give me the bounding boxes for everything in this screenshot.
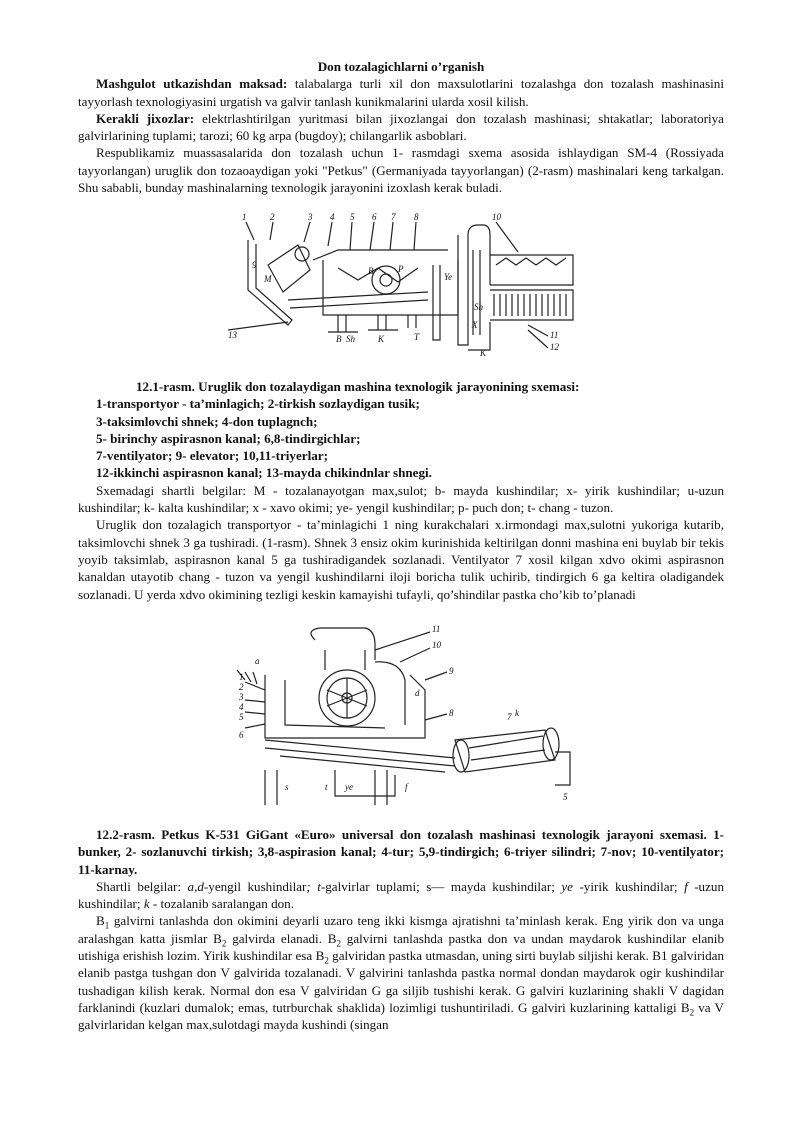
sieve-sub-2: 2 — [221, 938, 227, 949]
sieve-b: B — [96, 913, 105, 929]
fig2-label-5b: 5 — [563, 792, 568, 802]
fig1-label-7: 7 — [391, 212, 396, 222]
fig1-legend-line-4: 7-ventilyator; 9- elevator; 10,11-triyerlar; — [96, 448, 328, 464]
fig1-label-9: 9 — [252, 260, 257, 270]
fig2-label-11: 11 — [432, 624, 441, 634]
fig2-letter-k: k — [515, 708, 519, 718]
signs2-letter-k: k — [143, 896, 150, 912]
fig1-label-12: 12 — [550, 342, 559, 352]
tools-text: elektrlashtirilgan yuritmasi bilan jixozlangai don tozalash mashinasi; shtakatlar; laboratoriya galvirlarining tuplami; tarozi; 60 kg arpa (bugdoy); chilangarlik asboblari. — [78, 110, 724, 144]
fig1-letter-b2: B — [368, 266, 374, 276]
fig1-letter-m: M — [264, 274, 272, 284]
fig1-letter-b: B — [336, 334, 342, 344]
fig1-letter-t: T — [414, 332, 420, 342]
fig1-caption: 12.1-rasm. Uruglik don tozalaydigan mashina texnologik jarayonining sxemasi: — [136, 379, 580, 394]
fig1-legend-line-2: 3-taksimlovchi shnek; 4-don tuplagnch; — [96, 413, 318, 429]
fig2-label-4: 4 — [239, 702, 244, 712]
fig2-letter-d: d — [415, 688, 420, 698]
signs2-intro: Shartli belgilar: — [96, 878, 188, 894]
fig2-label-8: 8 — [449, 708, 454, 718]
fig2-label-2: 2 — [239, 682, 244, 692]
fig2-label-10: 10 — [432, 640, 441, 650]
fig2-label-1: 1 — [239, 672, 244, 682]
signs2-text-3: -yirik kushindilar; — [572, 878, 685, 894]
fig2-label-5: 5 — [239, 712, 244, 722]
signs2-letter-f: f — [684, 878, 688, 894]
signs2-letter-ye: ye — [561, 878, 573, 894]
process-paragraph: Uruglik don tozalagich transportyor - ta’minlagichi 1 ning kurakchalari x.irmondagi max,sulotni yukoriga kutarib, taksimlovchi shnek 3 ga tushiradi. (1-rasm). Shnek 3 ensiz okim kurinishida keltirilgan donni mashina eni buylab bir tekis yoyib taksimlab, aspirasnon kanal 5 ga tushiradigandek sozlanadi. Ventilyator 7 xosil kilgan xdvo okimi aspirasnon kanaldan utayotib chang - tuzon va yengil kushindilarni iloji boricha tulik uchirib, tindirgich 6 ga keltira oladigandek sozlanadi. U yerda xdvo okimining tezligi keskin kamayishi tufayli, qo’shindilar pastka cho’kib to’planadi — [78, 517, 724, 602]
signs2-text-1: -yengil kushindilar — [203, 878, 307, 894]
fig1-label-8: 8 — [414, 212, 419, 222]
signs-paragraph-2 — [78, 878, 724, 913]
fig1-letter-p: P — [398, 264, 404, 274]
fig1-letter-sh: Sh — [346, 334, 355, 344]
fig1-text-block — [78, 378, 724, 603]
fig1-label-2: 2 — [270, 212, 275, 222]
fig1-label-5: 5 — [350, 212, 355, 222]
goal-label: Mashgulot utkazishdan maksad: — [96, 76, 288, 92]
goal-text: talabalarga turli xil don maxsulotlarini tozalashga don tozalash mashinasini tayyorlash texnologiyasini urgatish va galvir tanlash kunikmalarini ularda xosil kilish. — [78, 76, 724, 109]
signs2-text-4: -uzun kushindilar; — [78, 878, 725, 912]
sieve-sub-5: 2 — [689, 1007, 695, 1018]
sieve-sub-1: 1 — [104, 921, 110, 932]
fig1-label-3: 3 — [308, 212, 313, 222]
fig1-letter-x: X — [472, 320, 478, 330]
fig1-label-4: 4 — [330, 212, 335, 222]
sieve-text-2: galvirda elanadi. B — [226, 930, 337, 946]
fig1-label-11: 11 — [550, 330, 559, 340]
figure-12-1-schematic — [228, 210, 588, 358]
fig2-caption: 12.2-rasm. Petkus K-531 GiGant «Euro» universal don tozalash mashinasi texnologik jarayoni sxemasi. 1-bunker, 2- sozlanuvchi tirkish; 3,8-aspirasion kanal; 4-tur; 5,9-tindirgich; 6-triyer silindri; 7-nov; 10-ventilyator; 11-karnay. — [78, 827, 724, 877]
tools-paragraph — [78, 110, 724, 145]
signs2-letter-t: ; t — [306, 878, 321, 894]
sieve-text-3: galvirni tanlashda pastka don va undan maydarok kushindilar elanib utishiga erishish lozim. Yirik kushindilar esa B — [78, 930, 724, 964]
fig1-letter-ye: Ye — [444, 272, 453, 282]
sieve-text-1: galvirni tanlashda don okimini deyarli uzaro teng ikki kismga ajratishni ta’minlash kerak. Eng yirik don va unga aralashgan katta jismlar B — [78, 913, 724, 946]
fig1-label-1: 1 — [242, 212, 247, 222]
sieve-text-5: va V galvirlaridan kelgan max,sulotdagi mayda kushindi (singan — [78, 999, 724, 1033]
fig2-text-block — [78, 826, 724, 1034]
goal-paragraph — [78, 75, 724, 110]
signs2-text-2: -galvirlar tuplami; s— mayda kushindilar; — [320, 878, 562, 894]
fig1-legend-line-3: 5- birinchy aspirasnon kanal; 6,8-tindirgichlar; — [96, 430, 361, 446]
tools-label: Kerakli jixozlar: — [96, 110, 195, 126]
fig2-label-7: 7 — [507, 712, 512, 722]
sieve-paragraph — [78, 912, 724, 1033]
sieve-text-4: galviridan pastka utmasdan, uning sirti buylab siljishi kerak. B1 galviridan elanib pastga tushgan don V galvirida tozalanadi. V galvirini tanlashda pastka normal dondan maydarok ogir kushindilar tushadigan kilish kerak. Normal don esa V galviridan G ga siljib tushishi kerak. G galviri kuzlarining shakli V dagidan farklanindi (kuzlari dumalok; emas, tutrburchak shaklida) lozimligi tushuntiriladi. G galviri kuzlarining kattaligi B — [78, 948, 724, 1015]
fig2-label-6: 6 — [239, 730, 244, 740]
sieve-sub-3: 2 — [336, 938, 341, 949]
fig1-label-13: 13 — [228, 330, 237, 340]
signs-paragraph-1: Sxemadagi shartli belgilar: M - tozalanayotgan max,sulot; b- mayda kushindilar; x- yirik kushindilar; u-uzun kushindilar; k- kalta kushindilar; x - xavo okimi; ye- yengil kushindilar; p- puch don; t- chang - tuzon. — [78, 482, 724, 516]
signs2-text-5: - tozalanib saralangan don. — [149, 896, 294, 912]
fig2-letter-ye: ye — [345, 782, 353, 792]
fig1-label-10: 10 — [492, 212, 501, 222]
fig1-letter-k2: K — [480, 348, 487, 358]
document-title: Don tozalagichlarni o’rganish — [317, 59, 485, 74]
intro-paragraph: Respublikamiz muassasalarida don tozalash uchun 1- rasmdagi sxema asosida ishlaydigan SM-4 (Rossiyada tayyorlangan) uruglik don tozaoaydigan yoki "Petkus" (Germaniyada tayyorlangan) (2-rasm) mashinalari keng tarkalgan. Shu sababli, bunday mashinalarning texnologik jarayonini izoxlash kerak buladi. — [78, 145, 724, 196]
fig1-label-6: 6 — [372, 212, 377, 222]
fig2-letter-s: s — [285, 782, 289, 792]
fig2-label-3: 3 — [239, 692, 244, 702]
fig2-letter-t: t — [325, 782, 328, 792]
fig2-label-9: 9 — [449, 666, 454, 676]
fig1-letter-k: K — [378, 334, 385, 344]
fig1-letter-sh2: Sh — [474, 302, 483, 312]
fig2-letter-f: f — [405, 782, 408, 792]
fig1-legend-line-5: 12-ikkinchi aspirasnon kanal; 13-mayda chikindnlar shnegi. — [96, 465, 432, 481]
intro-block — [78, 58, 724, 196]
fig1-legend-line-1: 1-transportyor - ta’minlagich; 2-tirkish sozlaydigan tusik; — [96, 396, 420, 412]
fig2-letter-a: a — [255, 656, 260, 666]
signs2-letters-ad: a,d — [187, 878, 204, 894]
sieve-sub-4: 2 — [324, 955, 329, 966]
figure-12-2-schematic — [225, 620, 585, 816]
